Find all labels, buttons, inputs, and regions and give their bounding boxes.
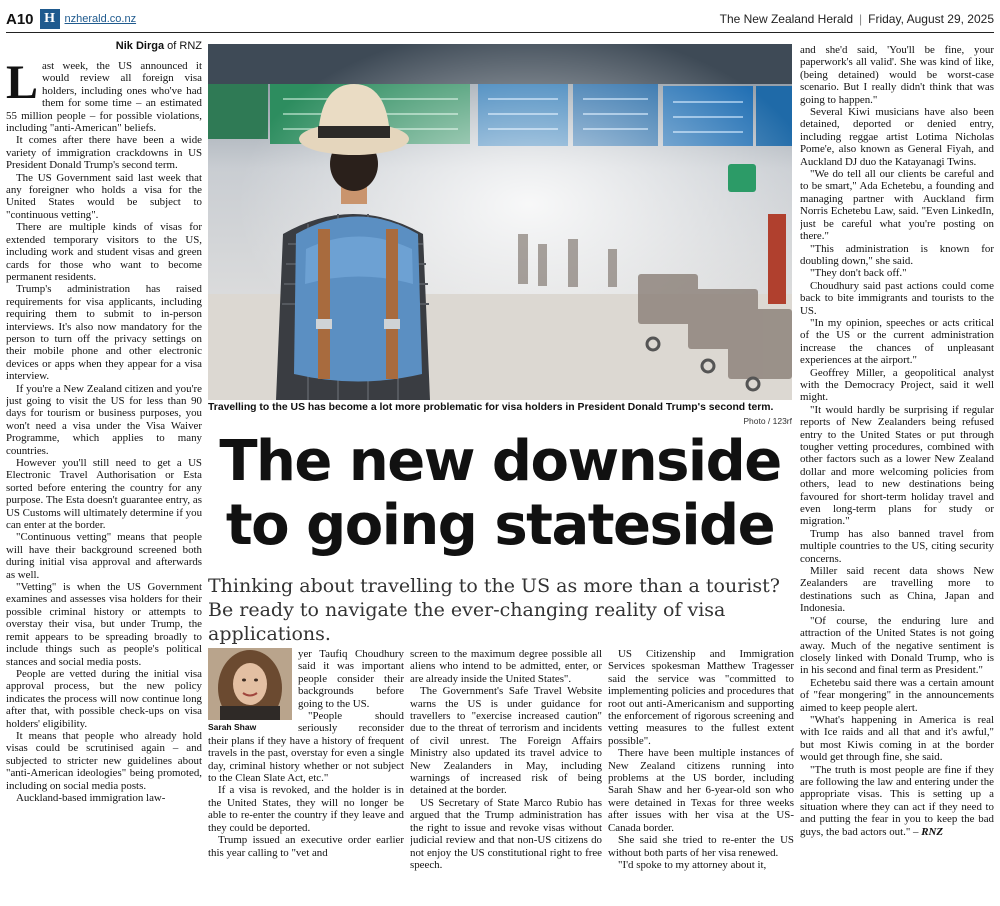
article-column-3 <box>410 648 602 906</box>
headline-line-1: The new downside <box>219 429 781 494</box>
paragraph: Trump issued an executive order earlier this year calling to "vet and <box>208 834 404 859</box>
paragraph: Auckland-based immigration law- <box>16 791 166 804</box>
lead-paragraph: Last week, the US announced it would review all foreign visa holders, including ones who've had them for some time – an estimated 55 million people – for possible violations, including "anti-American" beliefs. <box>6 60 202 135</box>
paragraph: "What's happening in America is real with Ice raids and all that and it's awful," but most Kiwis coming in at the border would get through fine, she said. <box>800 713 994 764</box>
paragraph: "Continuous vetting" means that people will have their background screened both during initial visa approval and afterwards as well. <box>6 531 202 581</box>
paragraph: "People should seriously reconsider their plans if they have a history of frequent travels in the past, overstay for even a single day, criminal history whether or not subject to the Clean Slate Act, etc." <box>208 710 404 785</box>
paragraph: However you'll still need to get a US Electronic Travel Authorisation or Esta sorted before entering the country for any purpose. The Esta doesn't guarantee entry, as US Customs will ultimately determine if you can enter at the border. <box>6 457 202 532</box>
paragraph: "This administration is known for doubling down," she said. <box>800 242 994 267</box>
publication-name: The New Zealand Herald <box>719 12 854 26</box>
photo-credit: Photo / 123rf <box>743 416 792 426</box>
article-column-2 <box>208 648 404 906</box>
page-number: A10 <box>6 10 34 28</box>
paragraph: Geoffrey Miller, a geopolitical analyst with the Democracy Project, said it well might. <box>800 366 994 404</box>
paragraph: "In my opinion, speeches or acts critical of the US or the current administration increase the chances of unpleasant experiences at the airport." <box>800 316 994 367</box>
article-column-1 <box>6 60 202 906</box>
photo-caption: Travelling to the US has become a lot more problematic for visa holders in President Donald Trump's second term. <box>208 402 774 413</box>
paragraph: She said she tried to re-enter the US without both parts of her visa renewed. <box>608 834 794 859</box>
paragraph: It comes after there have been a wide variety of immigration crackdowns in US President Donald Trump's second term. <box>6 134 202 172</box>
paragraph: "Vetting" is when the US Government examines and assesses visa holders for their possible criminal history or attempts to overstay their visa, but under Trump, the remit appears to be spreading broadly to include things such as people's political stances and social media posts. <box>6 581 202 668</box>
mug-float-spacer <box>208 648 298 734</box>
standfirst: Thinking about travelling to the US as more than a tourist? Be ready to navigate the ever-changing reality of visa applications. <box>208 575 780 645</box>
paragraph: Echetebu said there was a certain amount of "fear mongering" in the announcements aimed to keep people alert. <box>800 676 994 714</box>
paragraph: The US Government said last week that any foreigner who holds a visa for the United States would be subject to "continuous vetting". <box>6 171 202 221</box>
paragraph: "We do tell all our clients be careful and to be smart," Ada Echetebu, a founding and managing partner with Auckland firm Norris Echetebu Law, said. "Even LinkedIn, just be careful what you're posting on there." <box>800 168 994 243</box>
airport-traveller-photo <box>208 44 792 400</box>
paragraph: screen to the maximum degree possible all aliens who intend to be admitted, enter, or are already inside the United States". <box>410 648 602 685</box>
issue-date: Friday, August 29, 2025 <box>868 12 994 26</box>
paragraph: "It would hardly be surprising if regular reports of New Zealanders being refused entry to the United States or put through tougher vetting procedures, combined with other factors such as a lower New Zealand dollar and more welcoming policies from others, lead to new destinations being favoured for short-term holiday travel and even long-term plans for study or migration." <box>800 403 994 528</box>
mug-caption: Sarah Shaw <box>208 722 257 732</box>
masthead: The New Zealand Herald | Friday, August 29, 2025 <box>719 12 994 26</box>
paragraph: The Government's Safe Travel Website warns the US is under guidance for travellers to "exercise increased caution" due to the threat of terrorism and incidents of civil unrest. The Foreign Affairs Ministry also updated its travel advice to New Zealanders in May, including warnings of increased risk of being detained at the border. <box>410 685 602 797</box>
headline <box>208 430 792 558</box>
paragraph: "Of course, the enduring lure and attraction of the United States is not going away. Much of the negative sentiment is closely linked with Donald Trump, who is in his second and final term as President." <box>800 614 994 677</box>
headline-line-2: to going stateside <box>225 493 775 558</box>
drop-cap: L <box>6 60 39 109</box>
herald-logo: H <box>40 9 60 29</box>
paragraph: If a visa is revoked, and the holder is in the United States, they will no longer be able to re-enter the country if they leave and they could be deported. <box>208 784 404 834</box>
paragraph: It means that people who already hold visas could be scrutinised again – and subjected to stricter new guidelines about "anti-American ideologies" being promoted, including on social media posts. <box>6 729 202 792</box>
paragraph: US Secretary of State Marco Rubio has argued that the Trump administration has the right to issue and revoke visas without judicial review and that non-US citizens do not enjoy the US constitutional right to free speech. <box>410 796 602 871</box>
article-column-5 <box>800 44 994 906</box>
paragraph: US Citizenship and Immigration Services spokesman Matthew Tragesser said the service was "committed to implementing policies and procedures that root out anti-Americanism and supporting the enforcement of rigorous screening and vetting measures to the fullest extent possible". <box>608 648 794 747</box>
paragraph: There have been multiple instances of New Zealand citizens running into problems at the US border, including Sarah Shaw and her 6-year-old son who were detained in Texas for three weeks after issues with her visa at the US-Canada border. <box>608 747 794 834</box>
paragraph: People are vetted during the initial visa approval process, but the new policy indicates the process will now continue long after that, with possible check-ups on visa holders' eligibility. <box>6 667 202 730</box>
article-column-4 <box>608 648 794 906</box>
page-header <box>6 6 994 33</box>
byline <box>8 40 202 52</box>
paragraph: and she'd said, 'You'll be fine, your paperwork's all valid'. She was kind of like, (being detained) would be worst-case scenario. But I really didn't think that was going to happen." <box>800 44 994 106</box>
paragraph: yer Taufiq Choudhury said it was important people consider their backgrounds before going to the US. <box>298 648 404 710</box>
sign-off: RNZ <box>921 825 944 838</box>
author-outlet: of RNZ <box>167 40 202 52</box>
author-name: Nik Dirga <box>115 40 165 52</box>
paragraph: Miller said recent data shows New Zealanders are travelling more to destinations such as China, Japan and Indonesia. <box>800 565 994 615</box>
paragraph: Choudhury said past actions could come back to bite immigrants and tourists to the US. <box>800 279 994 317</box>
site-link[interactable]: nzherald.co.nz <box>64 13 137 25</box>
paragraph: Trump's administration has raised requirements for visa applicants, including requiring them to submit to in-person interviews. It's also now mandatory for the person to turn off the privacy settings on their mobile phone and other electronic devices or apps when they appear for a visa interview. <box>6 283 202 383</box>
paragraph: "They don't back off." <box>810 267 907 280</box>
paragraph: "The truth is most people are fine if they are following the law and entering under the appropriate visas. This is setting up a situation where they can act if they need to and putting the fear in you to keep the bad guys, the bad actors out." – RNZ <box>800 763 994 838</box>
paragraph: If you're a New Zealand citizen and you're just going to visit the US for less than 90 days for tourism or business purposes, you won't need a visa under the Visa Waiver Programme, which applies to many countries. <box>6 382 202 457</box>
paragraph: Several Kiwi musicians have also been detained, deported or denied entry, including reggae artist Lotima Nicholas Pome'e, also known as General Fiyah, and Auckland DJ duo the Katayanagi Twins. <box>800 106 994 168</box>
paragraph: Trump has also banned travel from multiple countries to the US, citing security concerns. <box>800 527 994 565</box>
paragraph: There are multiple kinds of visas for extended temporary visitors to the US, including work and student visas and green cards for those who want to become permanent residents. <box>6 221 202 283</box>
paragraph: "I'd spoke to my attorney about it, <box>618 858 767 871</box>
